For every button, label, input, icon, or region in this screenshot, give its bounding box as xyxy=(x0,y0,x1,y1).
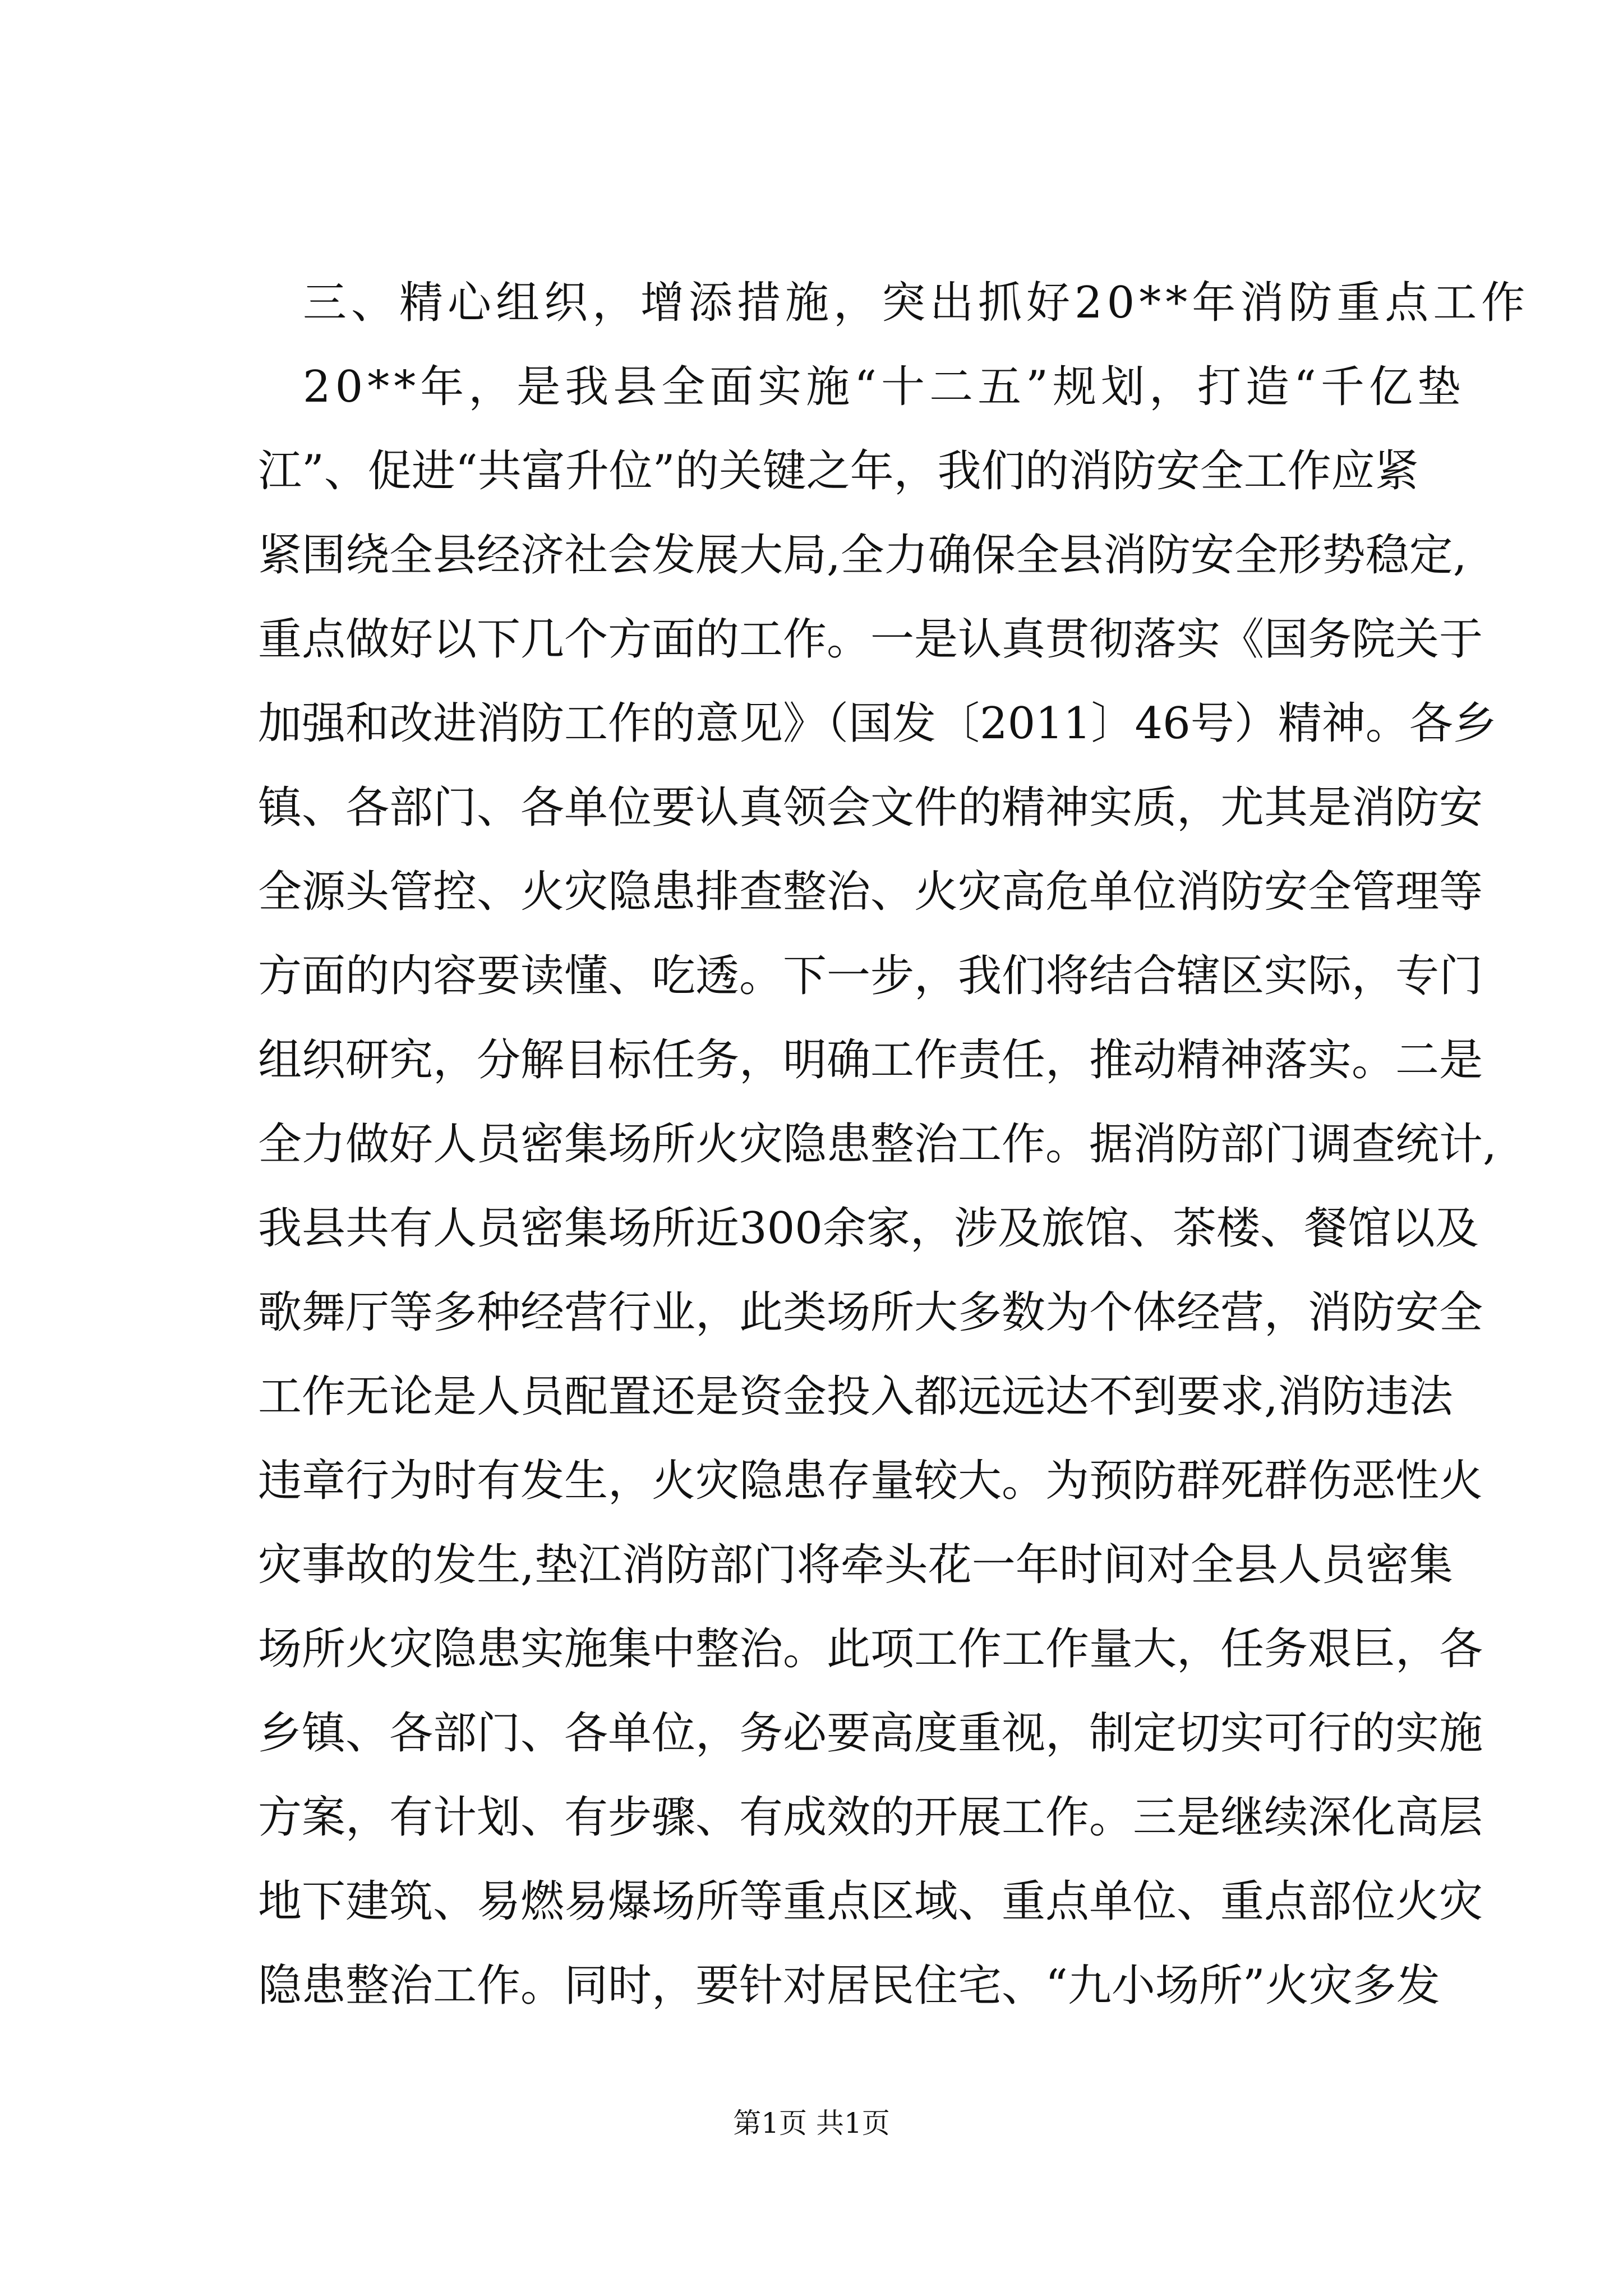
paragraph-line: 工作无论是人员配置还是资金投入都远远达不到要求,消防违法 xyxy=(258,1372,1453,1422)
paragraph-line: 地下建筑、易燃易爆场所等重点区域、重点单位、重点部位火灾 xyxy=(258,1876,1483,1927)
paragraph-line: 重点做好以下几个方面的工作。一是认真贯彻落实《国务院关于 xyxy=(258,614,1483,665)
document-body xyxy=(258,261,1530,2028)
page-number-footer: 第1页 共1页 xyxy=(733,2107,890,2139)
paragraph-line: 方面的内容要读懂、吃透。下一步，我们将结合辖区实际，专门 xyxy=(258,951,1483,1001)
paragraph-line: 违章行为时有发生，火灾隐患存量较大。为预防群死群伤恶性火 xyxy=(258,1456,1483,1506)
paragraph-line: 紧围绕全县经济社会发展大局,全力确保全县消防安全形势稳定, xyxy=(258,530,1467,581)
paragraph-line: 全力做好人员密集场所火灾隐患整治工作。据消防部门调查统计, xyxy=(258,1119,1497,1170)
paragraph-line: 灾事故的发生,垫江消防部门将牵头花一年时间对全县人员密集 xyxy=(258,1540,1453,1590)
paragraph-line: 镇、各部门、各单位要认真领会文件的精神实质，尤其是消防安 xyxy=(258,783,1483,833)
paragraph-line: 20**年，是我县全面实施“十二五”规划，打造“千亿垫 xyxy=(303,362,1465,412)
paragraph-line: 组织研究，分解目标任务，明确工作责任，推动精神落实。二是 xyxy=(258,1035,1483,1085)
section-heading: 三、精心组织，增添措施，突出抓好20**年消防重点工作 xyxy=(303,278,1530,328)
paragraph-line: 歌舞厅等多种经营行业，此类场所大多数为个体经营，消防安全 xyxy=(258,1287,1483,1338)
paragraph-line: 场所火灾隐患实施集中整治。此项工作工作量大，任务艰巨，各 xyxy=(258,1624,1483,1674)
paragraph-line: 方案，有计划、有步骤、有成效的开展工作。三是继续深化高层 xyxy=(258,1792,1483,1843)
paragraph-line: 我县共有人员密集场所近300余家，涉及旅馆、茶楼、餐馆以及 xyxy=(258,1203,1479,1254)
paragraph-line: 隐患整治工作。同时，要针对居民住宅、“九小场所”火灾多发 xyxy=(258,1961,1440,2011)
paragraph-line: 全源头管控、火灾隐患排查整治、火灾高危单位消防安全管理等 xyxy=(258,867,1483,917)
paragraph-line: 乡镇、各部门、各单位，务必要高度重视，制定切实可行的实施 xyxy=(258,1708,1483,1759)
paragraph-line: 加强和改进消防工作的意见》（国发〔2011〕46号）精神。各乡 xyxy=(258,698,1497,749)
paragraph-line: 江”、促进“共富升位”的关键之年，我们的消防安全工作应紧 xyxy=(258,446,1419,496)
